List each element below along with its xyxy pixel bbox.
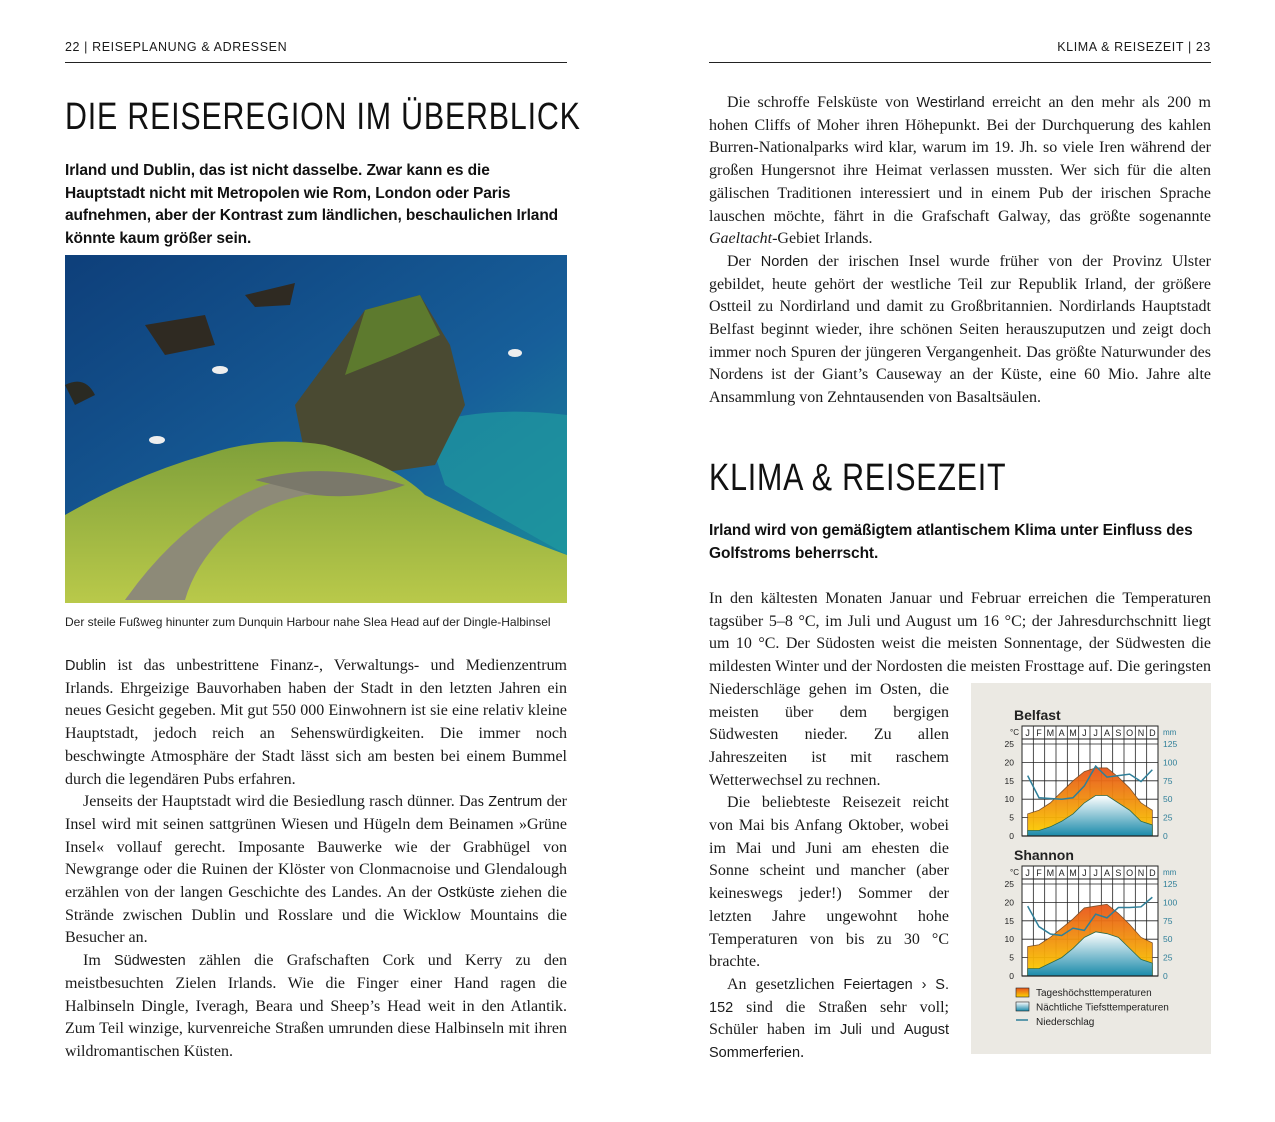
page-reference-link[interactable]: › S. 152 xyxy=(709,976,950,1016)
month-label: D xyxy=(1149,868,1156,878)
keyword: Westirland xyxy=(916,95,985,111)
month-label: J xyxy=(1082,868,1087,878)
month-label: A xyxy=(1058,728,1065,738)
keyword: Juli xyxy=(840,1022,862,1039)
y-tick-precip: 25 xyxy=(1163,812,1173,823)
month-label: J xyxy=(1025,728,1030,738)
month-label: O xyxy=(1126,728,1134,738)
month-label: N xyxy=(1137,728,1145,738)
paragraph xyxy=(65,791,567,950)
y-tick-temp: 25 xyxy=(1004,879,1014,889)
month-label: J xyxy=(1093,728,1098,738)
left-body xyxy=(65,655,567,1064)
month-label: D xyxy=(1149,728,1156,738)
y-tick-temp: 15 xyxy=(1004,775,1014,786)
y-tick-temp: 10 xyxy=(1004,794,1014,805)
running-header-right: KLIMA & REISEZEIT | 23 xyxy=(709,40,1211,63)
right-body xyxy=(709,92,1211,410)
keyword: August xyxy=(903,1022,950,1039)
legend-swatch-min xyxy=(1016,1002,1029,1011)
month-label: O xyxy=(1126,868,1134,878)
text: Jenseits der Hauptstadt wird die Besiedlung rasch dünner. Das xyxy=(83,793,489,811)
month-label: A xyxy=(1103,868,1111,878)
text: zählen die Grafschaften Cork und Kerry zu den meistbesuchten Zielen Irlands. Wie die Finger einer Hand ragen die Halbinseln Dingle, Iveragh, Beara und Sheep’s Head weit in den Atlantik. Zum Teil winzige, kurvenreiche Straßen umrunden diese Halbinseln mit ihren wildromantischen Küsten. xyxy=(65,952,567,1060)
month-label: M xyxy=(1046,868,1055,878)
text: Die schroffe Felsküste von xyxy=(727,94,917,111)
month-label: S xyxy=(1115,868,1122,878)
y-tick-precip: 50 xyxy=(1163,794,1173,805)
keyword: Feiertagen xyxy=(843,976,913,993)
month-label: M xyxy=(1069,728,1077,738)
y-tick-temp: 10 xyxy=(1004,934,1014,945)
unit-label-celsius: °C xyxy=(1010,728,1019,737)
paragraph xyxy=(709,92,1211,251)
italic-term: Gaeltacht xyxy=(709,230,773,248)
text xyxy=(913,976,922,993)
running-header-left: 22 | REISEPLANUNG & ADRESSEN xyxy=(65,40,567,63)
paragraph xyxy=(709,251,1211,410)
section-title-klima: KLIMA & REISEZEIT xyxy=(709,457,1007,499)
paragraph xyxy=(65,655,567,791)
y-tick-temp: 5 xyxy=(1009,812,1014,823)
text: der Insel wird mit seinen sattgrünen Wiesen und Hügeln dem Beinamen »Grüne Insel« vollauf gerecht. Imposante Bauwerke wie der Grabhügel von Newgrange oder die Ruinen der Klöster von Clonmacnoise und Glendalough erzählen von der langen Geschichte des Landes. An der xyxy=(65,793,567,902)
intro-text: Irland und Dublin, das ist nicht dasselbe. Zwar kann es die Hauptstadt nicht mit Metropolen wie Rom, London oder Paris aufnehmen, aber der Kontrast zum ländlichen, beschaulichen Irland könnte kaum größer sein. xyxy=(65,162,559,247)
y-tick-temp: 0 xyxy=(1009,831,1014,841)
y-tick-precip: 25 xyxy=(1163,952,1173,963)
klima-body xyxy=(709,588,1211,1065)
month-label: F xyxy=(1036,868,1042,878)
y-tick-temp: 20 xyxy=(1004,897,1014,908)
y-tick-precip: 50 xyxy=(1163,934,1173,945)
month-label: M xyxy=(1069,868,1077,878)
y-tick-precip: 75 xyxy=(1163,775,1173,786)
klima-intro: Irland wird von gemäßigtem atlantischem Klima unter Einfluss des Golfstroms beherrscht. xyxy=(709,522,1193,562)
station-title: Belfast xyxy=(1014,707,1061,723)
legend-swatch-max xyxy=(1016,988,1029,997)
text: sind die Straßen sehr voll; Schüler haben im xyxy=(709,998,949,1039)
month-label: A xyxy=(1103,728,1111,738)
keyword: Südwesten xyxy=(114,953,186,970)
y-tick-precip: 0 xyxy=(1163,831,1168,841)
month-label: F xyxy=(1036,728,1042,738)
keyword: Dublin xyxy=(65,658,107,674)
keyword: Norden xyxy=(760,253,809,270)
keyword: Zentrum xyxy=(488,794,543,811)
month-label: S xyxy=(1115,728,1122,738)
page-title: DIE REISEREGION IM ÜBERBLICK xyxy=(65,96,581,138)
photo-dunquin-harbour xyxy=(65,255,567,603)
month-label: J xyxy=(1093,868,1098,878)
paragraph xyxy=(65,950,567,1064)
y-tick-temp: 15 xyxy=(1004,915,1014,926)
y-tick-precip: 125 xyxy=(1163,739,1178,749)
climate-chart-panel xyxy=(971,683,1211,1054)
photo-caption: Der steile Fußweg hinunter zum Dunquin Harbour nahe Slea Head auf der Dingle-Halbinsel xyxy=(65,615,551,629)
station-title: Shannon xyxy=(1014,847,1074,863)
y-tick-precip: 75 xyxy=(1163,915,1173,926)
legend-label: Tageshöchsttemperaturen xyxy=(1036,988,1152,999)
text: An gesetzlichen xyxy=(727,975,844,993)
keyword: Ostküste xyxy=(437,885,495,902)
climate-chart xyxy=(971,683,1211,1054)
unit-label-mm: mm xyxy=(1163,728,1177,737)
unit-label-celsius: °C xyxy=(1010,868,1019,877)
month-label: M xyxy=(1046,728,1055,738)
y-tick-precip: 100 xyxy=(1163,757,1178,768)
y-tick-precip: 125 xyxy=(1163,879,1178,889)
keyword: Sommerferien xyxy=(709,1045,801,1062)
text: In den kältesten Monaten Januar und Februar erreichen die Temperaturen tagsüber 5–8 °C, im Juli und August um 16 °C; der Jahresdurchschnitt liegt um 10 °C. Der Südosten weist die meisten Sonnentage, der Südwesten die mildesten Winter und der Nordosten die meisten Frosttage auf. Die geringsten Niederschläge gehen im Osten, die meisten über dem bergigen Südwesten nieder. Zu allen Jahreszeiten ist mit raschem Wetterwechsel zu rechnen. xyxy=(709,590,1211,789)
text: Der xyxy=(727,252,761,270)
month-label: J xyxy=(1082,728,1087,738)
text: ziehen die Strände zwischen Dublin und Rosslare und die Wicklow Mountains die Besucher an. xyxy=(65,884,568,947)
text: Die beliebteste Reisezeit reicht von Mai bis Anfang Oktober, wobei im Mai und Juni am ehesten die Sonne scheint und mancher (aber keineswegs jeder!) Sommer der letzten Jahre ungewohnt hohe Temperaturen von bis zu 30 °C brachte. xyxy=(709,794,949,971)
text: und xyxy=(861,1021,904,1039)
month-label: N xyxy=(1137,868,1145,878)
y-tick-precip: 0 xyxy=(1163,971,1168,981)
y-tick-temp: 5 xyxy=(1009,952,1014,963)
text: ist das unbestrittene Finanz-, Verwaltungs- und Medienzentrum Irlands. Ehrgeizige Bauvorhaben haben der Stadt in den letzten Jahren ein neues Gesicht gegeben. Mit gut 550 000 Einwohnern ist sie eine relativ kleine Hauptstadt, jedoch reich an Sehenswürdigkeiten. Die immer noch beschwingte Atmosphäre der Stadt lässt sich am besten bei einem Bummel durch die legendären Pubs erfahren. xyxy=(65,657,567,788)
text: erreicht an den mehr als 200 m hohen Cliffs of Moher ihren Höhepunkt. Bei der Durchquerung des kahlen Burren-Nationalparks wird klar, warum im 19. Jh. so viele Iren während der großen Hungersnot ihre Heimat verlassen mussten. Wer sich für die alten gälischen Traditionen interessiert und in einem Pub der irischen Sprache lauschen möchte, fährt in die Grafschaft Galway, das größte sogenannte xyxy=(709,94,1211,225)
unit-label-mm: mm xyxy=(1163,868,1177,877)
y-tick-precip: 100 xyxy=(1163,897,1178,908)
text: der irischen Insel wurde früher von der Provinz Ulster gebildet, heute gehört der westliche Teil zur Republik Irland, der größere Ostteil zu Nordirland und damit zu Großbritannien. Nordirlands Hauptstadt Belfast beginnt wieder, ihre schönen Seiten herauszuputzen und zeigt doch immer noch Spuren der jüngeren Vergangenheit. Das größte Naturwunder des Nordens ist der Giant’s Causeway an der Küste, eine 60 Mio. Jahre alte Ansammlung von Zehntausenden von Basaltsäulen. xyxy=(709,252,1211,407)
text: Im xyxy=(83,952,114,970)
y-tick-temp: 20 xyxy=(1004,757,1014,768)
month-label: J xyxy=(1025,868,1030,878)
y-tick-temp: 0 xyxy=(1009,971,1014,981)
text: . xyxy=(800,1044,805,1062)
legend-label: Niederschlag xyxy=(1036,1017,1095,1028)
month-label: A xyxy=(1058,868,1065,878)
legend-label: Nächtliche Tiefsttemperaturen xyxy=(1036,1002,1169,1014)
y-tick-temp: 25 xyxy=(1004,739,1014,749)
text: -Gebiet Irlands. xyxy=(772,230,873,248)
